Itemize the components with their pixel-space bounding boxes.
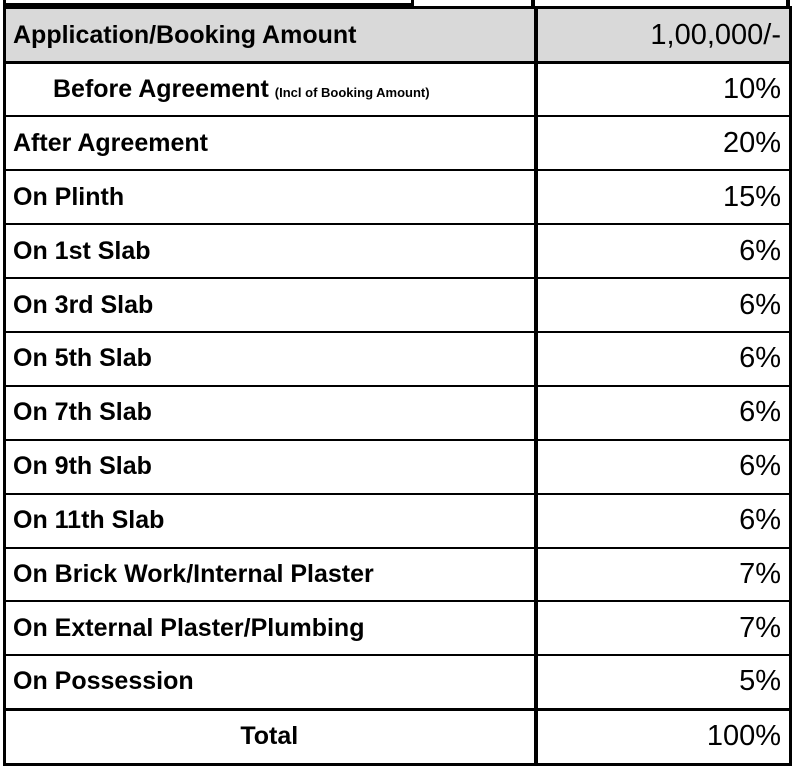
row-value: 6% xyxy=(536,494,791,548)
row-label: After Agreement xyxy=(5,116,536,170)
row-label: On Plinth xyxy=(5,170,536,224)
row-label-text: Before Agreement xyxy=(53,75,269,104)
table-row xyxy=(5,440,791,494)
table-row xyxy=(5,601,791,655)
table-row xyxy=(5,63,791,117)
row-value: 6% xyxy=(536,386,791,440)
row-label: On External Plaster/Plumbing xyxy=(5,601,536,655)
row-label: On 7th Slab xyxy=(5,386,536,440)
row-value: 6% xyxy=(536,224,791,278)
table-row xyxy=(5,655,791,709)
row-label: On Brick Work/Internal Plaster xyxy=(5,548,536,602)
table-row xyxy=(5,494,791,548)
row-value: 15% xyxy=(536,170,791,224)
row-note: (Incl of Booking Amount) xyxy=(274,85,430,101)
table-row xyxy=(5,224,791,278)
row-label: On Possession xyxy=(5,655,536,709)
row-value: 10% xyxy=(536,63,791,117)
row-label: On 3rd Slab xyxy=(5,278,536,332)
booking-amount-label: Application/Booking Amount xyxy=(5,8,536,63)
row-value: 7% xyxy=(536,601,791,655)
payment-schedule-table xyxy=(3,6,792,766)
row-value: 20% xyxy=(536,116,791,170)
row-label: On 5th Slab xyxy=(5,332,536,386)
row-value: 6% xyxy=(536,278,791,332)
table-row xyxy=(5,386,791,440)
booking-amount-value: 1,00,000/- xyxy=(536,8,791,63)
total-value: 100% xyxy=(536,709,791,764)
table-row xyxy=(5,548,791,602)
total-row xyxy=(5,709,791,764)
row-value: 5% xyxy=(536,655,791,709)
table-row xyxy=(5,170,791,224)
row-value: 6% xyxy=(536,440,791,494)
table-row xyxy=(5,278,791,332)
row-value: 7% xyxy=(536,548,791,602)
table-row xyxy=(5,332,791,386)
row-label: On 11th Slab xyxy=(5,494,536,548)
row-label xyxy=(5,63,536,117)
total-label: Total xyxy=(5,709,536,764)
row-value: 6% xyxy=(536,332,791,386)
row-label: On 1st Slab xyxy=(5,224,536,278)
booking-amount-row xyxy=(5,8,791,63)
row-label: On 9th Slab xyxy=(5,440,536,494)
table-row xyxy=(5,116,791,170)
